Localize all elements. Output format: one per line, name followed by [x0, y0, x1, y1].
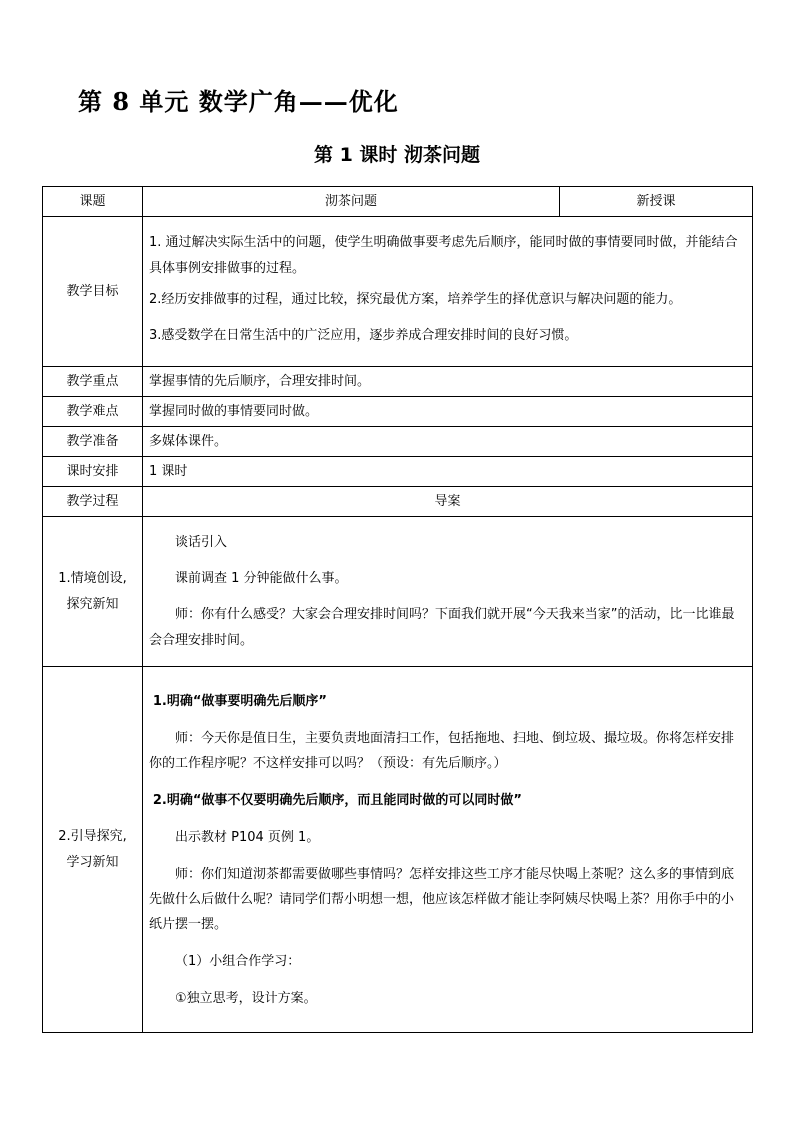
objective-item: 2.经历安排做事的过程，通过比较，探究最优方案，培养学生的择优意识与解决问题的能力。 — [149, 291, 682, 307]
objective-item: 1. 通过解决实际生活中的问题，使学生明确做事要考虑先后顺序，能同时做的事情要同时做，并能结合具体事例安排做事的过程。 — [149, 234, 738, 276]
lesson-type: 新授课 — [560, 187, 753, 217]
section-2-paragraph: 师：今天你是值日生，主要负责地面清扫工作，包括拖地、扫地、倒垃圾、撮垃圾。你将怎样安排你的工作程序呢？不这样安排可以吗？（预设：有先后顺序。） — [149, 730, 735, 771]
section-1-paragraph: 师：你有什么感受？大家会合理安排时间吗？下面我们就开展“今天我来当家”的活动，比一比谁最会合理安排时间。 — [149, 606, 735, 648]
row-process-header — [43, 487, 753, 517]
section-2-paragraph: ①独立思考，设计方案。 — [175, 990, 317, 1006]
section-1-content — [143, 517, 753, 667]
row-preparation — [43, 427, 753, 457]
lesson-plan-table — [42, 186, 753, 1033]
key-points-value: 掌握事情的先后顺序，合理安排时间。 — [143, 367, 753, 397]
row-objectives — [43, 217, 753, 367]
preparation-label: 教学准备 — [43, 427, 143, 457]
section-2-label-line: 学习新知 — [66, 854, 119, 870]
process-label: 教学过程 — [43, 487, 143, 517]
section-1-paragraph: 课前调查 1 分钟能做什么事。 — [175, 570, 348, 586]
section-1-label-line: 探究新知 — [66, 596, 119, 612]
section-2-heading: 1.明确“做事要明确先后顺序” — [152, 693, 327, 709]
row-difficulties — [43, 397, 753, 427]
topic-value: 沏茶问题 — [143, 187, 560, 217]
guide-header: 导案 — [143, 487, 753, 517]
lesson-title: 第 1 课时 沏茶问题 — [313, 144, 481, 166]
objective-item: 3.感受数学在日常生活中的广泛应用，逐步养成合理安排时间的良好习惯。 — [149, 327, 578, 343]
key-points-label: 教学重点 — [43, 367, 143, 397]
unit-title: 第 8 单元 数学广角——优化 — [78, 87, 399, 116]
preparation-value: 多媒体课件。 — [143, 427, 753, 457]
section-1-label-line: 1.情境创设, — [58, 570, 127, 586]
section-2-heading: 2.明确“做事不仅要明确先后顺序，而且能同时做的可以同时做” — [152, 792, 522, 808]
objectives-label: 教学目标 — [43, 217, 143, 367]
difficulties-value: 掌握同时做的事情要同时做。 — [143, 397, 753, 427]
section-1-label — [43, 517, 143, 667]
row-section-2 — [43, 667, 753, 1033]
row-key-points — [43, 367, 753, 397]
section-1-paragraph: 谈话引入 — [175, 534, 228, 550]
section-2-label-line: 2.引导探究, — [58, 828, 127, 844]
section-2-label — [43, 667, 143, 1033]
section-2-paragraph: 出示教材 P104 页例 1。 — [175, 829, 320, 845]
schedule-value: 1 课时 — [143, 457, 753, 487]
row-topic — [43, 187, 753, 217]
difficulties-label: 教学难点 — [43, 397, 143, 427]
topic-label: 课题 — [43, 187, 143, 217]
objectives-content — [143, 217, 753, 367]
section-2-paragraph: （1）小组合作学习： — [175, 953, 301, 969]
section-2-content — [143, 667, 753, 1033]
section-2-paragraph: 师：你们知道沏茶都需要做哪些事情吗？怎样安排这些工序才能尽快喝上茶呢？这么多的事情到底先做什么后做什么呢？请同学们帮小明想一想，他应该怎样做才能让李阿姨尽快喝上茶？用你手中的小纸片摆一摆。 — [149, 866, 735, 932]
schedule-label: 课时安排 — [43, 457, 143, 487]
row-section-1 — [43, 517, 753, 667]
row-schedule — [43, 457, 753, 487]
